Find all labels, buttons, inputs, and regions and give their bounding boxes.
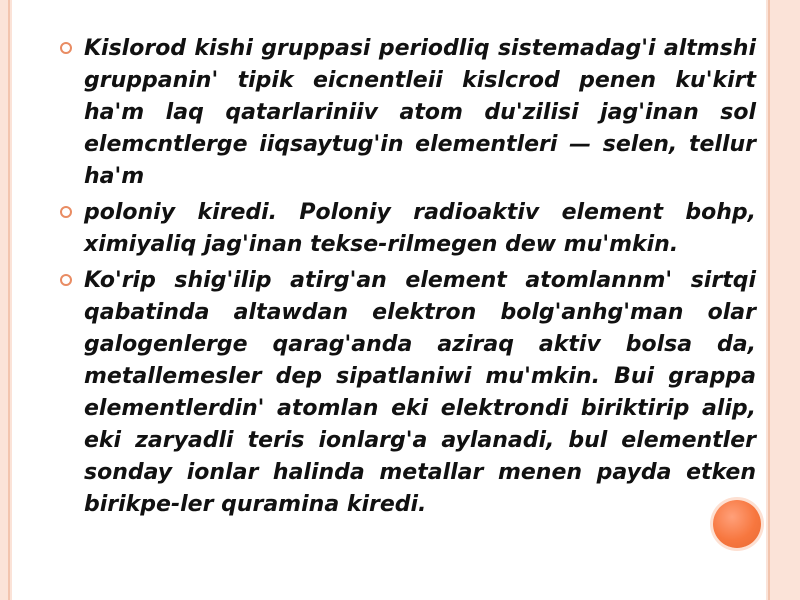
bullet-list	[56, 33, 756, 525]
bullet-circle-icon	[60, 42, 72, 54]
left-border-line	[8, 0, 10, 600]
bullet-item-1	[56, 33, 756, 193]
bullet-text: Ko'rip shig'ilip atirg'an element atomlannm' sirtqi qabatinda altawdan elektron bolg'anhg'man olar galogenlerge qarag'anda aziraq aktiv bolsa da, metallemesler dep sipatlaniwi mu'mkin. Bui grappa elementlerdin' atomlan eki elektrondi biriktirip alip, eki zaryadli teris ionlarg'a aylanadi, bul elementler sonday ionlar halinda metallar menen payda etken birikpe-ler quramina kiredi.	[84, 268, 756, 517]
bullet-text: poloniy kiredi. Poloniy radioaktiv element bohp, ximiyaliq jag'inan tekse-rilmegen dew mu'mkin.	[84, 200, 756, 257]
right-border-line	[768, 0, 770, 600]
content-panel	[12, 0, 766, 600]
bullet-circle-icon	[60, 274, 72, 286]
bullet-item-3	[56, 265, 756, 521]
bullet-circle-icon	[60, 206, 72, 218]
orange-circle-decoration	[713, 500, 761, 548]
bullet-item-2	[56, 197, 756, 261]
bullet-text: Kislorod kishi gruppasi periodliq sistemadag'i altmshi gruppanin' tipik eicnentleii kislcrod penen ku'kirt ha'm laq qatarlariniiv atom du'zilisi jag'inan sol elemcntlerge iiqsaytug'in elementleri — selen, tellur ha'm	[84, 36, 756, 189]
